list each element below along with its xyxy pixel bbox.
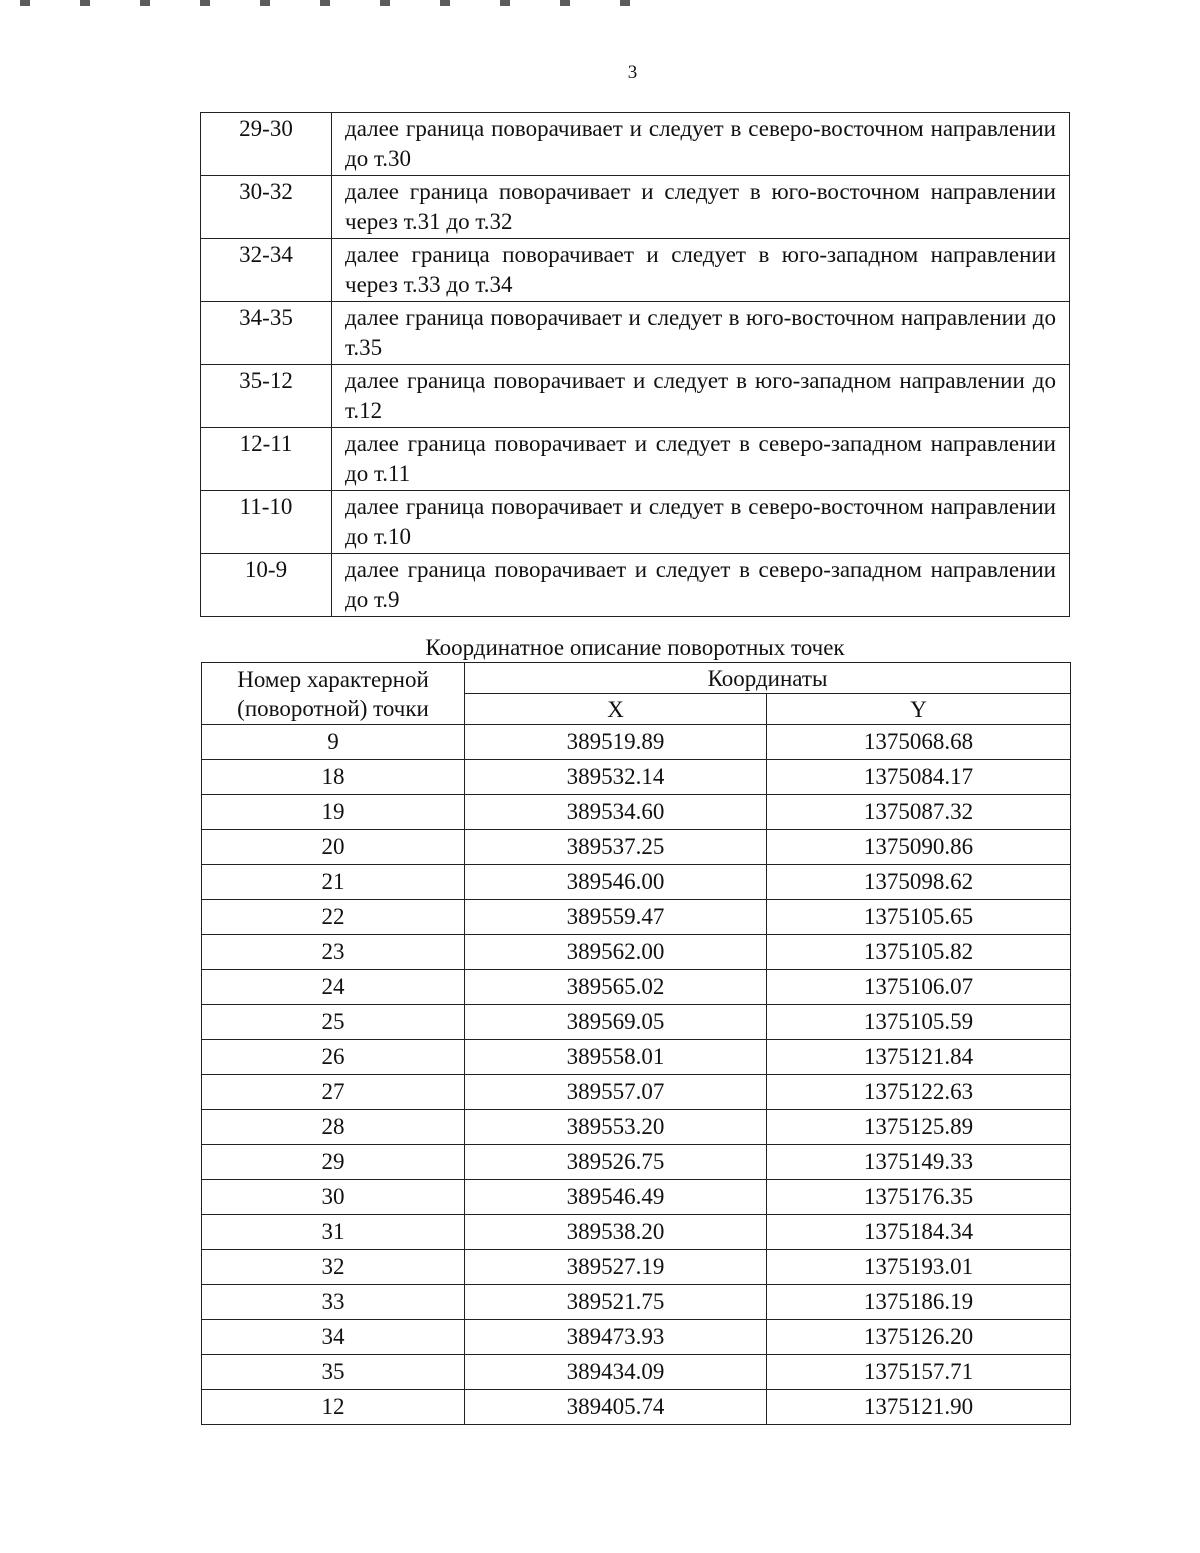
y-cell: 1375105.65 xyxy=(767,900,1071,935)
x-cell: 389537.25 xyxy=(465,830,767,865)
point-cell: 25 xyxy=(202,1005,465,1040)
table-row xyxy=(201,176,1070,239)
table-row xyxy=(202,1390,1071,1425)
point-cell: 27 xyxy=(202,1075,465,1110)
y-cell: 1375126.20 xyxy=(767,1320,1071,1355)
point-cell: 30 xyxy=(202,1180,465,1215)
y-cell: 1375149.33 xyxy=(767,1145,1071,1180)
y-cell: 1375105.82 xyxy=(767,935,1071,970)
table-row xyxy=(201,239,1070,302)
table-row xyxy=(202,935,1071,970)
y-cell: 1375125.89 xyxy=(767,1110,1071,1145)
x-cell: 389557.07 xyxy=(465,1075,767,1110)
table-row xyxy=(202,830,1071,865)
point-cell: 22 xyxy=(202,900,465,935)
description-cell: далее граница поворачивает и следует в северо-восточном направлении до т.10 xyxy=(332,491,1070,554)
y-cell: 1375106.07 xyxy=(767,970,1071,1005)
table-row xyxy=(202,1075,1071,1110)
scan-artifact-dashes xyxy=(20,0,660,6)
page-number: 3 xyxy=(627,62,638,83)
y-header: Y xyxy=(767,694,1071,725)
y-cell: 1375068.68 xyxy=(767,725,1071,760)
table-row xyxy=(202,760,1071,795)
description-cell: далее граница поворачивает и следует в северо-западном направлении до т.11 xyxy=(332,428,1070,491)
table-row xyxy=(202,1320,1071,1355)
description-cell: далее граница поворачивает и следует в северо-западном направлении до т.9 xyxy=(332,554,1070,617)
x-cell: 389519.89 xyxy=(465,725,767,760)
table-row xyxy=(201,302,1070,365)
point-cell: 12 xyxy=(202,1390,465,1425)
y-cell: 1375105.59 xyxy=(767,1005,1071,1040)
x-cell: 389565.02 xyxy=(465,970,767,1005)
point-header-line1: Номер характерной xyxy=(237,666,429,692)
description-cell: далее граница поворачивает и следует в юго-западном направлении через т.33 до т.34 xyxy=(332,239,1070,302)
x-cell: 389569.05 xyxy=(465,1005,767,1040)
table-row xyxy=(201,113,1070,176)
x-cell: 389434.09 xyxy=(465,1355,767,1390)
x-cell: 389527.19 xyxy=(465,1250,767,1285)
header-row xyxy=(202,663,1071,694)
table-row xyxy=(202,1250,1071,1285)
x-cell: 389553.20 xyxy=(465,1110,767,1145)
point-cell: 35 xyxy=(202,1355,465,1390)
y-cell: 1375084.17 xyxy=(767,760,1071,795)
y-cell: 1375122.63 xyxy=(767,1075,1071,1110)
y-cell: 1375193.01 xyxy=(767,1250,1071,1285)
y-cell: 1375121.90 xyxy=(767,1390,1071,1425)
description-cell: далее граница поворачивает и следует в северо-восточном направлении до т.30 xyxy=(332,113,1070,176)
point-cell: 31 xyxy=(202,1215,465,1250)
point-cell: 34 xyxy=(202,1320,465,1355)
table-row xyxy=(202,1355,1071,1390)
point-cell: 23 xyxy=(202,935,465,970)
y-cell: 1375186.19 xyxy=(767,1285,1071,1320)
boundary-description-table xyxy=(200,112,1070,617)
table-row xyxy=(202,1180,1071,1215)
table-row xyxy=(201,428,1070,491)
y-cell: 1375121.84 xyxy=(767,1040,1071,1075)
segment-cell: 12-11 xyxy=(201,428,332,491)
x-cell: 389562.00 xyxy=(465,935,767,970)
table-row xyxy=(202,865,1071,900)
x-cell: 389538.20 xyxy=(465,1215,767,1250)
point-cell: 24 xyxy=(202,970,465,1005)
point-header-line2: (поворотной) точки xyxy=(237,695,429,721)
x-cell: 389546.49 xyxy=(465,1180,767,1215)
x-cell: 389521.75 xyxy=(465,1285,767,1320)
y-cell: 1375176.35 xyxy=(767,1180,1071,1215)
x-cell: 389558.01 xyxy=(465,1040,767,1075)
coordinates-header: Координаты xyxy=(465,663,1071,694)
point-cell: 18 xyxy=(202,760,465,795)
point-cell: 20 xyxy=(202,830,465,865)
point-cell: 33 xyxy=(202,1285,465,1320)
x-cell: 389534.60 xyxy=(465,795,767,830)
point-cell: 26 xyxy=(202,1040,465,1075)
y-cell: 1375098.62 xyxy=(767,865,1071,900)
coordinates-table xyxy=(201,662,1071,1425)
x-header: X xyxy=(465,694,767,725)
y-cell: 1375157.71 xyxy=(767,1355,1071,1390)
x-cell: 389473.93 xyxy=(465,1320,767,1355)
segment-cell: 34-35 xyxy=(201,302,332,365)
table-row xyxy=(202,795,1071,830)
point-cell: 19 xyxy=(202,795,465,830)
segment-cell: 30-32 xyxy=(201,176,332,239)
segment-cell: 11-10 xyxy=(201,491,332,554)
table-row xyxy=(201,365,1070,428)
segment-cell: 10-9 xyxy=(201,554,332,617)
table-row xyxy=(202,1110,1071,1145)
y-cell: 1375087.32 xyxy=(767,795,1071,830)
x-cell: 389532.14 xyxy=(465,760,767,795)
point-number-header xyxy=(202,663,465,725)
segment-cell: 35-12 xyxy=(201,365,332,428)
table-row xyxy=(202,900,1071,935)
x-cell: 389559.47 xyxy=(465,900,767,935)
coordinates-caption: Координатное описание поворотных точек xyxy=(425,635,845,660)
point-cell: 32 xyxy=(202,1250,465,1285)
table-row xyxy=(202,1215,1071,1250)
point-cell: 28 xyxy=(202,1110,465,1145)
segment-cell: 29-30 xyxy=(201,113,332,176)
table-row xyxy=(202,1145,1071,1180)
table-row xyxy=(201,491,1070,554)
x-cell: 389405.74 xyxy=(465,1390,767,1425)
x-cell: 389526.75 xyxy=(465,1145,767,1180)
point-cell: 21 xyxy=(202,865,465,900)
y-cell: 1375090.86 xyxy=(767,830,1071,865)
table-row xyxy=(202,1040,1071,1075)
description-cell: далее граница поворачивает и следует в юго-западном направлении до т.12 xyxy=(332,365,1070,428)
point-cell: 9 xyxy=(202,725,465,760)
table-row xyxy=(202,725,1071,760)
y-cell: 1375184.34 xyxy=(767,1215,1071,1250)
table-row xyxy=(202,1005,1071,1040)
description-cell: далее граница поворачивает и следует в юго-восточном направлении через т.31 до т.32 xyxy=(332,176,1070,239)
table-row xyxy=(202,970,1071,1005)
segment-cell: 32-34 xyxy=(201,239,332,302)
description-cell: далее граница поворачивает и следует в юго-восточном направлении до т.35 xyxy=(332,302,1070,365)
table-row xyxy=(201,554,1070,617)
x-cell: 389546.00 xyxy=(465,865,767,900)
table-row xyxy=(202,1285,1071,1320)
point-cell: 29 xyxy=(202,1145,465,1180)
